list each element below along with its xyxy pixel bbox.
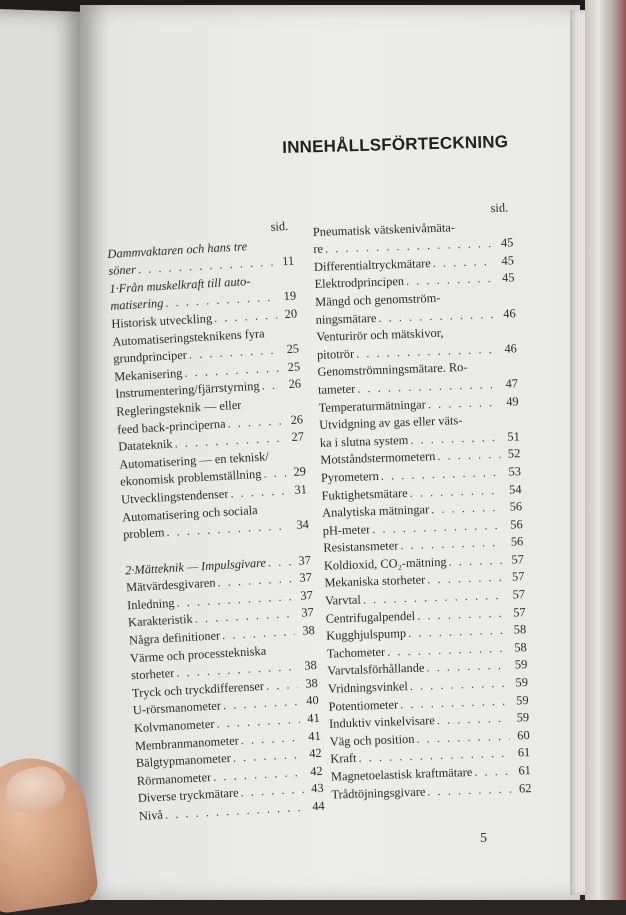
toc-entry-label: ka i slutna system: [319, 432, 409, 450]
dot-leader: [406, 270, 495, 291]
dot-leader: [265, 676, 298, 695]
toc-entry-page: 38: [302, 623, 316, 638]
toc-entry-label: Induktiv vinkelvisare: [328, 713, 436, 731]
toc-entry-label: Trådtöjningsgivare: [331, 784, 426, 802]
page-title: INNEHÅLLSFÖRTECKNING: [282, 132, 509, 157]
toc-entry-page: 41: [307, 728, 322, 744]
dot-leader: [214, 307, 278, 328]
toc-entry-label: feed back-principerna: [116, 416, 226, 437]
toc-entry-label: Varvtal: [324, 592, 362, 608]
toc-entry-page: 27: [291, 429, 305, 445]
toc-entry-page: 41: [306, 710, 321, 726]
toc-entry-label: Elektrodprincipen: [314, 274, 405, 292]
toc-entry-page: 54: [508, 481, 522, 497]
toc-entry-label: Potentiometer: [328, 697, 399, 714]
toc-entry-page: 46: [504, 341, 518, 356]
toc-entry-label: Membranmanometer: [134, 733, 240, 753]
toc-entry-label: problem: [122, 525, 165, 542]
toc-entry-page: 56: [510, 534, 524, 549]
toc-entry-page: 62: [518, 780, 532, 796]
toc-entry-label: Diverse tryckmätare: [137, 785, 239, 806]
toc-entry-label: storheter: [130, 666, 175, 683]
toc-entry-label: Resistansmeter: [323, 538, 399, 556]
toc-entry-page: 56: [509, 499, 523, 514]
dot-leader: [230, 482, 288, 503]
toc-entry-page: 29: [293, 464, 307, 480]
toc-entry-label: Venturirör och mätskivor,: [316, 325, 444, 345]
toc-entry-page: 25: [286, 341, 300, 357]
toc-entry-label: Vridningsvinkel: [327, 679, 409, 696]
toc-entry-label: Instrumentering/fjärrstyrning: [114, 379, 260, 402]
toc-entry-label: Utvidgning av gas eller väts-: [319, 413, 463, 433]
toc-entry-label: söner: [108, 262, 137, 279]
toc-entry-label: Väg och position: [329, 731, 415, 749]
toc-entry-page: 20: [284, 306, 298, 322]
dot-leader: [448, 552, 504, 571]
toc-entry-label: Värme och processtekniska: [129, 643, 267, 665]
toc-column-right: [312, 199, 532, 803]
toc-entry-page: 60: [517, 727, 530, 743]
toc-entry-label: Några definitioner: [128, 628, 221, 648]
book-cover-edge: [585, 0, 626, 900]
toc-entry-label: grundprinciper: [112, 347, 188, 366]
toc-entries-right: [313, 217, 532, 804]
toc-entry-label: pitotrör: [316, 346, 355, 362]
toc-entry-page: 45: [500, 235, 514, 250]
toc-entry-page: 40: [305, 693, 320, 708]
toc-entry-label: Utvecklingstendenser: [120, 486, 229, 507]
toc-entry-page: 31: [294, 482, 308, 497]
toc-entry-page: 42: [308, 746, 323, 761]
toc-entry-label: Magnetoelastisk kraftmätare: [330, 765, 473, 784]
toc-column-left: [106, 218, 325, 826]
toc-entry-page: 26: [290, 411, 304, 427]
toc-entry-page: 57: [511, 552, 525, 567]
toc-entry-label: pH-meter: [322, 521, 371, 538]
toc-entry-label: Temperaturmätningar: [318, 396, 427, 415]
dot-leader: [432, 253, 494, 273]
toc-entry-label: 1·Från muskelkraft till auto-: [109, 273, 251, 296]
toc-entry-label: Rörmanometer: [136, 769, 212, 788]
toc-entries-left: [107, 235, 325, 825]
toc-entry-page: 45: [501, 270, 515, 286]
toc-entry-page: 52: [507, 446, 521, 461]
dot-leader: [261, 377, 281, 396]
toc-entry-page: 43: [310, 781, 324, 796]
dot-leader: [267, 553, 291, 572]
toc-entry-label: 2·Mätteknik — Impulsgivare: [124, 555, 267, 578]
dot-leader: [427, 780, 512, 800]
toc-entry-label: Nivå: [138, 807, 164, 824]
sid-label: sid.: [270, 218, 289, 234]
toc-entry-page: 53: [508, 464, 522, 479]
toc-entry-label: Automatisering — en teknisk/: [118, 449, 270, 472]
toc-entry-page: 44: [311, 798, 325, 814]
toc-entry-page: 42: [309, 763, 324, 779]
toc-entry-label: Mängd och genomström-: [314, 290, 441, 309]
toc-entry-page: 57: [512, 587, 526, 602]
toc-entry-label: Mätvärdesgivaren: [125, 575, 216, 595]
toc-entry-label: Motståndstermometern: [320, 449, 436, 468]
toc-entry-label: Automatisering och sociala: [121, 502, 258, 525]
dot-leader: [437, 446, 501, 466]
toc-entry-label: Automatiseringsteknikens fyra: [111, 325, 265, 349]
toc-entry-label: Tachometer: [326, 644, 386, 661]
toc-entry-label: ningsmätare: [315, 310, 377, 327]
toc-entry-label: Kolvmanometer: [133, 716, 215, 736]
toc-entry-label: Genomströmningsmätare. Ro-: [317, 360, 468, 380]
toc-entry-label: Karakteristik: [127, 612, 194, 630]
dot-leader: [428, 393, 499, 413]
toc-entry-label: Analytiska mätningar: [321, 502, 430, 520]
toc-entry-page: 59: [515, 692, 529, 708]
toc-entry-label: Centrifugalpendel: [325, 608, 416, 626]
toc-entry-label: matisering: [109, 296, 164, 314]
toc-entry-page: 38: [304, 675, 319, 691]
toc-entry-label: Dammvaktaren och hans tre: [107, 238, 248, 261]
toc-entry-label: Kraft: [330, 751, 357, 767]
toc-entry-page: 37: [299, 570, 313, 586]
toc-entry-page: 51: [507, 428, 520, 444]
toc-entry-label: Historisk utveckling: [110, 311, 213, 331]
toc-entry-page: 37: [301, 605, 315, 621]
toc-entry-label: Regleringsteknik — eller: [115, 397, 242, 419]
toc-entry-label: Mekaniska storheter: [324, 572, 426, 591]
toc-entry-page: 56: [510, 516, 523, 532]
toc-entry-label: Datateknik: [117, 436, 173, 454]
toc-entry-label: Varvtalsförhållande: [327, 660, 425, 679]
toc-entry-label: re: [313, 241, 324, 257]
toc-entry-page: 37: [298, 552, 312, 568]
toc-entry-label: Tryck och tryckdifferenser: [131, 678, 265, 701]
toc-entry-page: 34: [296, 517, 310, 532]
toc-entry-page: 59: [515, 675, 529, 690]
toc-entry-page: 58: [514, 639, 527, 655]
toc-entry-label: Pneumatisk vätskenivåmäta-: [312, 219, 456, 239]
sid-label: sid.: [490, 200, 509, 216]
toc-entry-label: U-rörsmanometer: [132, 698, 222, 718]
toc-entry-page: 57: [511, 569, 525, 585]
toc-entry-page: 57: [512, 604, 526, 620]
toc-entry-label: tameter: [317, 381, 356, 397]
toc-entry-page: 45: [501, 253, 515, 268]
toc-entry-label: Bälgtypmanometer: [135, 751, 232, 771]
toc-entry-label: Differentialtryckmätare: [313, 255, 431, 274]
toc-entry-page: 46: [503, 305, 516, 321]
toc-entry-page: 19: [283, 288, 297, 304]
page-number: 5: [480, 831, 487, 846]
toc-entry-page: 38: [303, 658, 318, 673]
toc-entry-page: 59: [514, 657, 528, 672]
toc-entry-page: 11: [281, 253, 295, 269]
toc-entry-page: 61: [518, 763, 532, 778]
toc-entry-page: 37: [300, 587, 314, 603]
dot-leader: [263, 465, 286, 484]
toc-entry-page: 58: [513, 622, 527, 637]
toc-entry-label: Pyrometern: [320, 468, 380, 485]
toc-entry-label: Mekanisering: [113, 365, 183, 384]
toc-entry-page: 49: [505, 393, 519, 409]
toc-entry-label: Kugghjulspump: [326, 626, 407, 644]
toc-entry-page: 59: [516, 710, 530, 725]
toc-entry-page: 25: [287, 359, 301, 374]
dot-leader: [474, 763, 511, 782]
toc-entry-label: Koldioxid, CO₂-mätning: [323, 554, 447, 573]
toc-entry-label: ekonomisk problemställning: [119, 467, 262, 489]
toc-entry-label: Inledning: [126, 595, 175, 613]
toc-entry-page: 47: [505, 376, 519, 391]
toc-entry-label: Fuktighetsmätare: [321, 485, 408, 503]
toc-entry-page: 61: [517, 745, 531, 760]
toc-entry-page: 26: [288, 376, 302, 392]
